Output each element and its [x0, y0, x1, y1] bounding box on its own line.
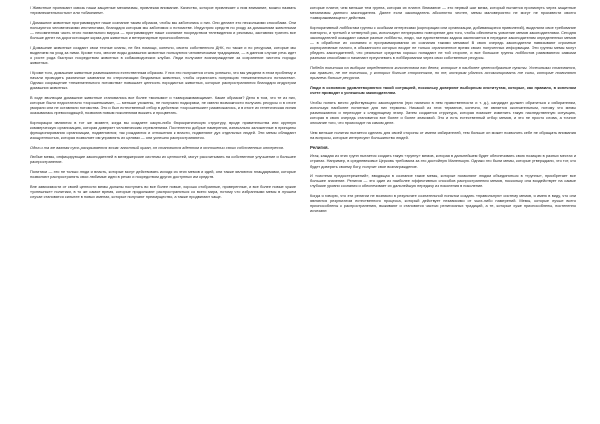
right-paragraph-1: Корпоративный лоббистам группы с особыми интересами (корпорации или организации, добивающиеся привилегий), выделили свое требование повторно, и третьей и четвертой раз, используют непрерывно повторение для того, чтобы обеспечить усвоение мемов законодателями. Сегодня законодателей осаждают самые разные лоббисты, люди, чье единственная задача заключается в передаче законодателям определенных мемов — в обработке их сознания и программировании их сознания такими мемами! В свою очередь законодатели навязывают огромные корпоративные налоги, в обязанности которых входят не только ограниченное время своих полученных информации. Эти группы мемы могут убедить законодателей, что реальные средства хорошо попадают не той стороне, и все большие группы лоббистов развиваются самыми разными способами и начинают преуспевать в лоббировании через свои собственные ресурсы. — [310, 24, 576, 61]
left-paragraph-7: Любые мемы, инфицирующие законодателей в менеджерские системы их ценностей, могут рассчитывать на собственное улучшение и большее распространение. — [30, 154, 296, 165]
right-paragraph-7: Итак, каждая из этих групп пытается создать такую «группу» мемов, которая в дальнейшем будет обеспечивать свою позицию в разных местах и странах. Например, в средневековье Церковь требовала за это достойную Маленькую. Однако это были мемы, которые утверждали, что тот, кто будет доверять своему богу, получит свое вознаграждение. — [310, 153, 576, 169]
left-paragraph-9: Вне зависимости от своей ценности мемы должны поступать во все более новые, хорошо отобранные, проверенные, и все более новые чужие «успешные» политики, в то же самое время, которые продолжают распространяться со всего мира, потому что избранными мемы в лучшем случае становятся сильнее в новых именах, которые получают преимущество, а также продвигают чаще. — [30, 183, 296, 200]
left-paragraph-0: / Животные проникают сквозь наши защитные механизмы, привлекая внимание. Качество, которое привлекает к ним внимание, можно назвать «привлекательностью» или «обаянием». — [30, 5, 296, 16]
right-paragraph-5: Чем меньше политик пытается сделать для своей стороны от имени избирателей, тем больше он может позволить себе не обращать внимания на вопросы, которые интересуют большинство людей. — [310, 129, 576, 140]
right-paragraph-8: И «система предостережений», вводящая в сознание такие мемы, которые позволяют людям объединяться в «группы», приобретает все большее значение. Религия — это один из наиболее эффективных способов распространения мемов, поскольку она воздействует на самые глубокие уровни сознания и обеспечивает их дальнейшую передачу из поколения в поколение. — [310, 173, 576, 189]
left-paragraph-5: Корпорации являются в тот же момент, когда вы создаете какую-либо бюрократическую структуру, вроде правительства или крупную коммерческую организацию, которая доверяет человеческим стремлениям. Постепенно добрые намерения, изначально заложенные в принципы функционирования организации, подменяются; так рождаются и отношения к власти, подменяют дух отдельных людей. Эти мемы обладают изощренностью, которая позволяет им управлять их целями — они успешно распространяются. — [30, 119, 296, 140]
right-paragraph-0: которые платят, чем меньше тем группа, которая их платит. Внимание — это первый шаг мема, который пытается проникнуть через защитные механизмы данного законодателя. Далее если законодатель абсолютно честен, мемы маловероятно не могут не произвести своего «завораживающего» действия. — [310, 5, 576, 21]
left-column — [30, 5, 296, 421]
left-paragraph-1: / Домашние животные программируют наше сознание таким образом, чтобы мы заботились о них. Они делают это несколькими способами. Они пользуются человеческими инстинктами, благодаря которым мы заботимся о потомстве. Индустрия средств по уходу за домашними животными — несомненная часть этого похмельного вируса — программирует наше сознание посредством телевидения и рекламы, заставляя тратить все больше денег на дорогостоящие корма для животных и ветеринарные приспособления. — [30, 19, 296, 41]
left-paragraph-6: Одна и та же важная суть раскрывается этим: властный орган, он становится адептом в отношении своих собственных интересов. — [30, 144, 285, 150]
right-column — [310, 5, 576, 421]
left-paragraph-2: / Домашние животные создают свои тесные кланы, не без помощи, конечно, своего собственного ДНК, но также и по ресурсам, которые мы выделяем на уход за ними. Кроме того, многие виды домашних животных пользуются человеческими традициями, — в данном случае речь идет о росте рода быстрых посредством животных в собаководческих клубах. Люди получают вознаграждение за сохранение чистоты породы животных. — [30, 44, 296, 66]
left-paragraph-4: В ходе эволюции домашние животные становились все более «милыми» и «завораживающими». Какие образом? Дело в том, что те из них, которые были недостаточно «хорошенькими», — меньше ухожены, не получали подкормки, не имели возможности получать ресурсы и в итоге умирали или не оставляли потомства. Это и был естественный отбор в действии: «хорошенькие» размножались, и в итоге их генетическая линия оказывалась превосходящей, позволив новым поколениям выжить и процветать. — [30, 94, 296, 115]
right-heading-6: Религия. — [310, 144, 329, 150]
left-paragraph-3: / Кроме того, домашние животные размножаются естественным образом. У них это получается столь успешно, что мы увидели в этом проблему и начали проводить различные кампании по стерилизации бездомных животных, чтобы ограничить популяцию «нежелательного потомства». Однако сокращение «нежелательного потомства» повышает ценность породистых животных, которые распространяются благодаря индустрии домашних животных. — [30, 69, 296, 90]
left-paragraph-8: Политики — это не только люди и власть, которые могут действовать исходя из этих мемов и идей, они также являются плацдармами, которые позволяют распространять свои любимые идеи в речах и посредством других доступных им средств. — [30, 169, 296, 180]
right-paragraph-2: Победа политика на выборах определяется количеством его денег, которые в наиболее целесообразные пункты. Успешными становятся, как правило, не те политики, у которых больше сторонников, но те, которым удалось ассимилировать те силы, которые позволяют привлечь больше ресурсов. — [310, 65, 576, 81]
right-paragraph-3: Люди в основном удовлетворяются такой ситуацией, поскольку доверяют выборным институтам, которые, как правило, в конечном счете приводят к успешным законодателям. — [310, 85, 576, 96]
right-paragraph-9: Когда я говорю, что эти религии не возникли в результате сознательной попытки создать «правильную» систему мемов, я имею в виду, что они являются результатом естественного процесса, который действует независимо от чьих-либо намерений. Мемы, которые лучше всего приспособлены к распространению, выживают и становятся частью религиозных традиций, а те, которые хуже приспособлены, постепенно исчезают. — [310, 193, 576, 214]
right-paragraph-4: Чтобы понять место действующего законодателя (при наличии в нем нравственности и т. д.), кандидат должен обратиться к избирателям, используя наиболее понятные для них термины. Никакой из этих терминов, конечно, не является окончательным, потому что мемы размножаются и переходят к следующему этапу. Затем создается структура, которая поможет изменить такую наследственную ситуацию, которая в свою очередь становится все более и более значимой. Это и есть естественный отбор мемов, и это не просто слова, а точное описание того, что происходит на самом деле. — [310, 99, 576, 126]
